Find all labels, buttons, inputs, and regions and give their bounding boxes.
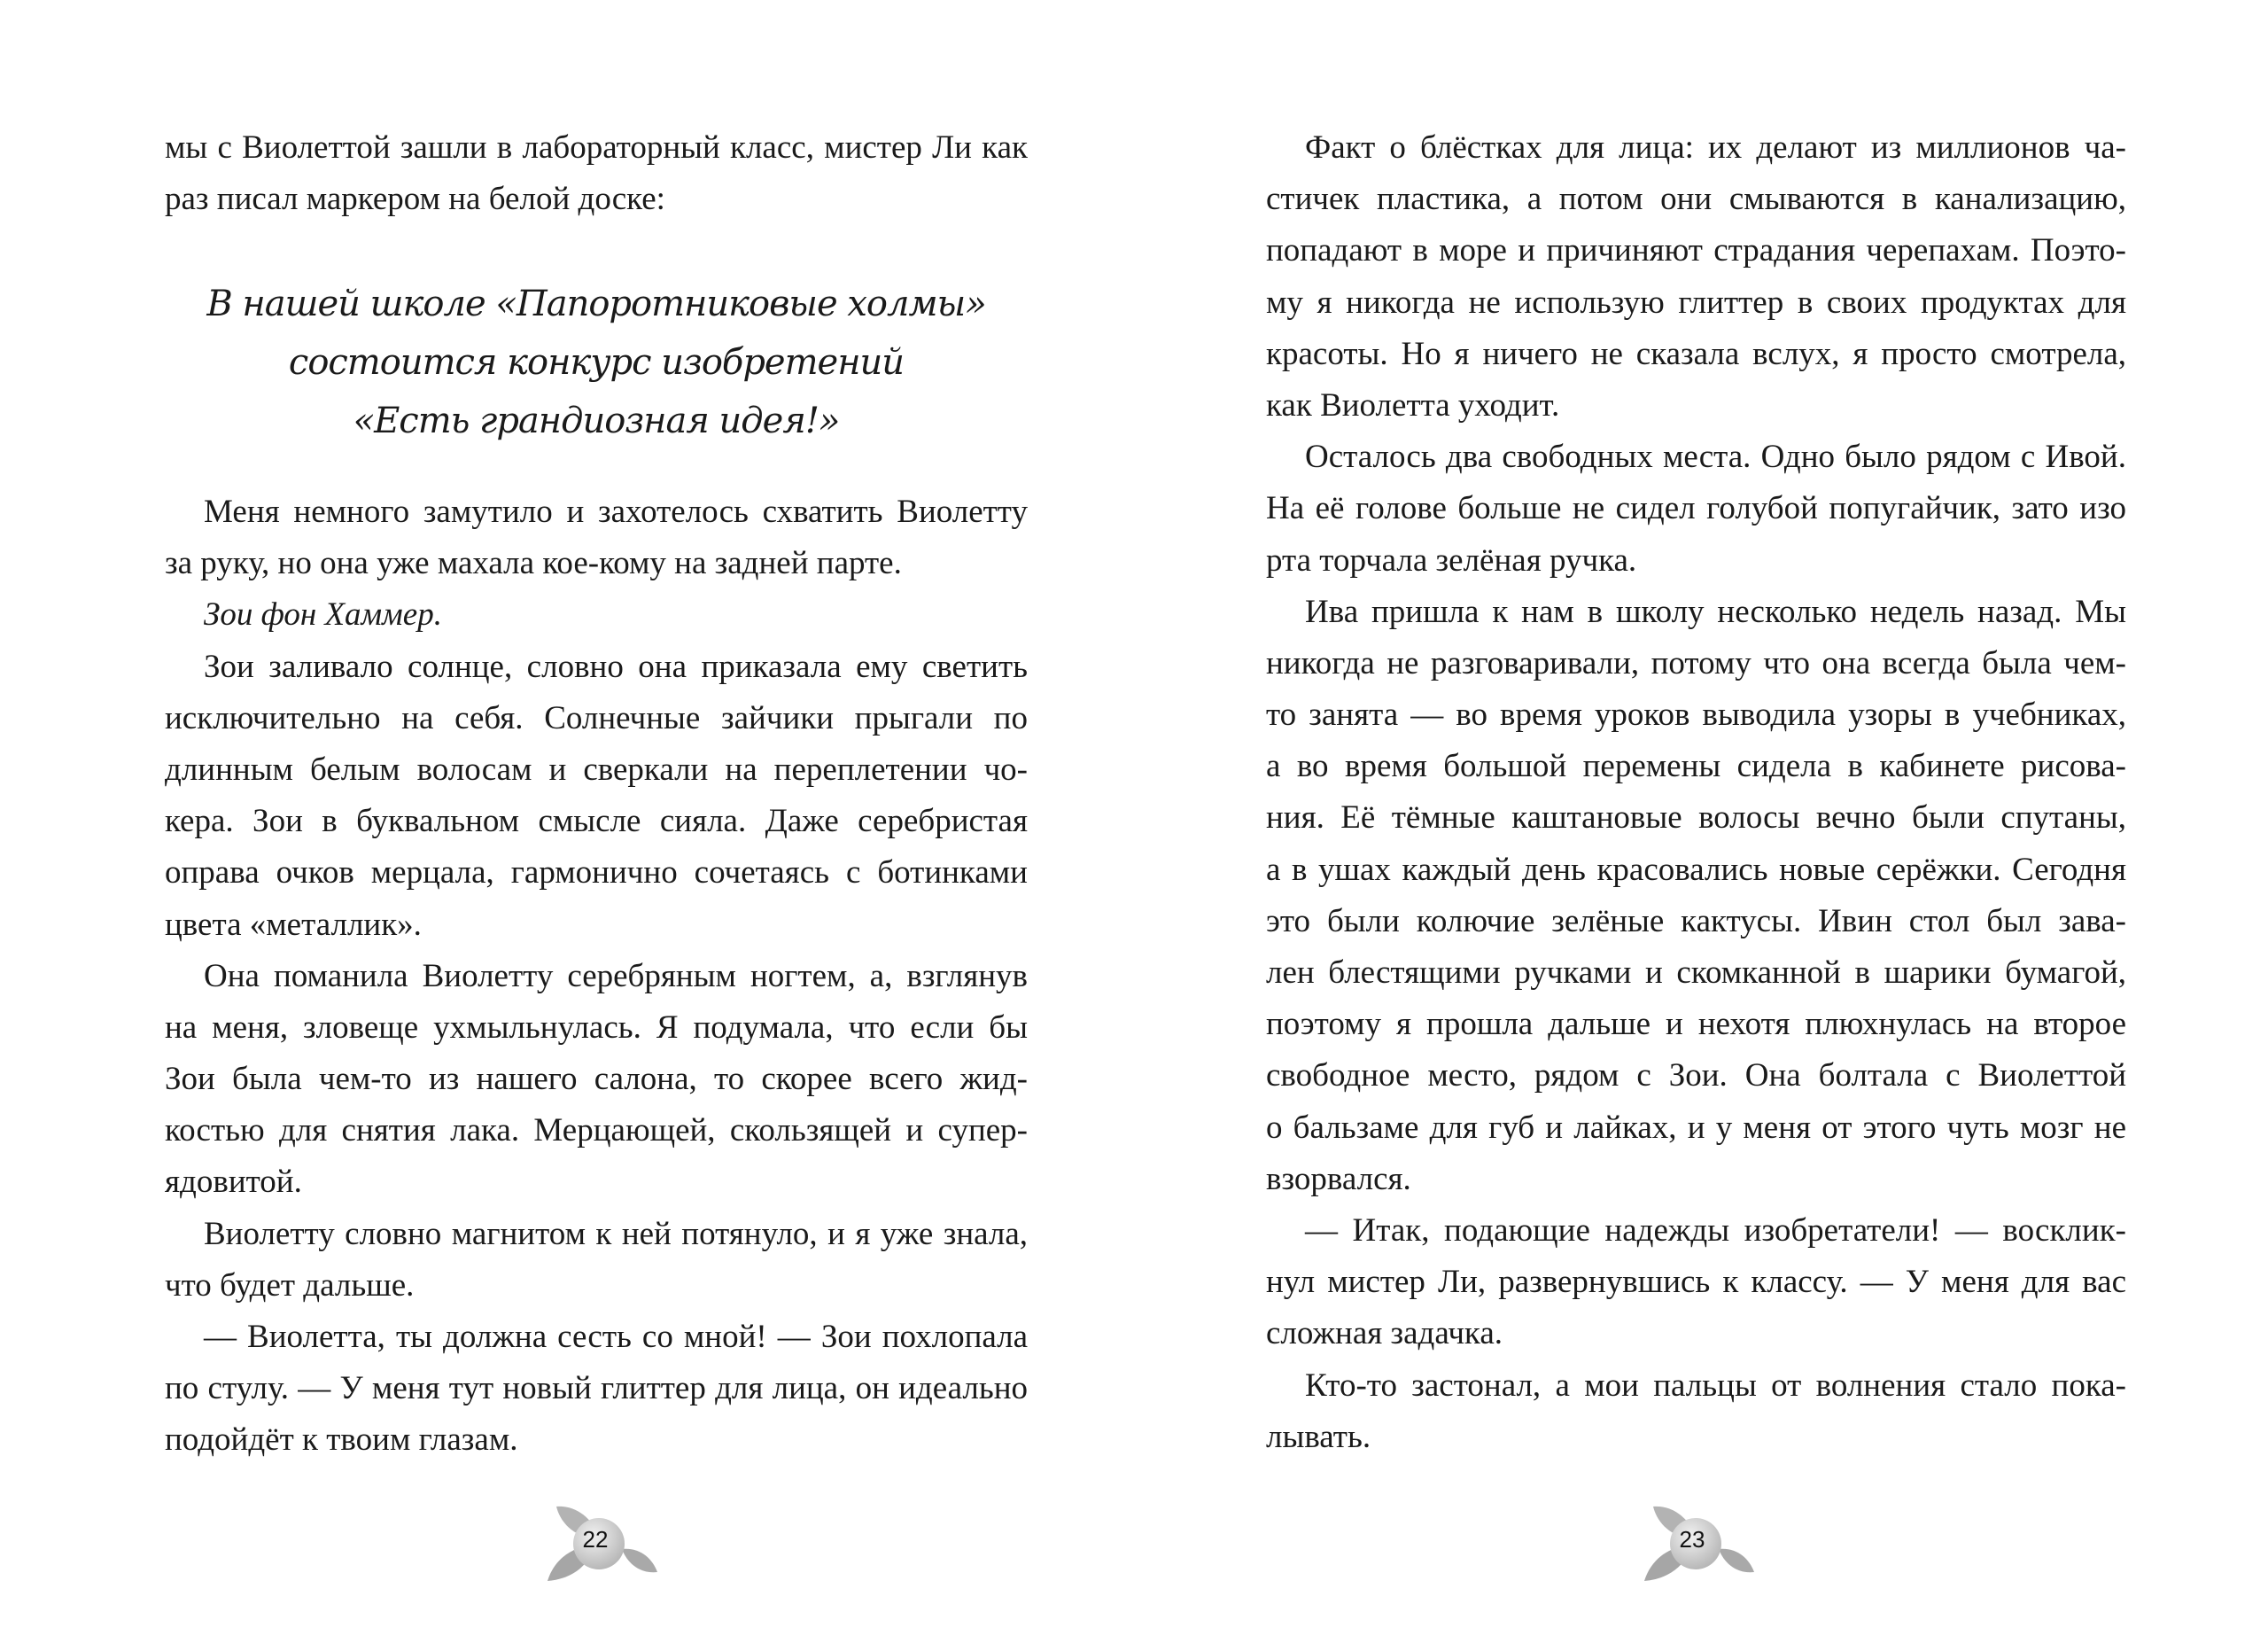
text-line: оправа очков мерцала, гармонично сочетаясь с ботинками — [165, 854, 1028, 892]
text-line: красоты. Но я ничего не сказала вслух, я просто смотрела, — [1266, 335, 2126, 372]
text-line: попадают в море и причиняют страдания черепахам. Поэто- — [1266, 232, 2126, 269]
text-line: на меня, зловеще ухмыльнулась. Я подумала, что если бы — [165, 1008, 1028, 1046]
text-line: Кто-то застонал, а мои пальцы от волнения стало пока- — [1305, 1367, 2126, 1404]
text-line: мы с Виолеттой зашли в лабораторный класс, мистер Ли как — [165, 129, 1028, 166]
board-line: состоится конкурс изобретений — [288, 342, 905, 383]
text-line: как Виолетта уходит. — [1266, 386, 1560, 424]
text-line: ядовитой. — [165, 1164, 302, 1201]
text-line: то занята — во время уроков выводила узоры в учебниках, — [1266, 697, 2126, 734]
text-line: Она поманила Виолетту серебряным ногтем, а, взглянув — [204, 957, 1028, 994]
text-line: исключительно на себя. Солнечные зайчики прыгали по — [165, 699, 1028, 736]
text-line: по стулу. — У меня тут новый глиттер для лица, он идеально — [165, 1370, 1028, 1407]
text-line: — Виолетта, ты должна сесть со мной! — Зои похлопала — [204, 1319, 1028, 1355]
text-line: стичек пластика, а потом они смываются в канализацию, — [1266, 181, 2126, 218]
text-line: костью для снятия лака. Мерцающей, скользящей и супер- — [165, 1112, 1028, 1149]
text-line: длинным белым волосам и сверкали на переплетении чо- — [165, 751, 1028, 788]
text-line: а в ушах каждый день красовались новые серёжки. Сегодня — [1266, 851, 2126, 888]
text-line: подойдёт к твоим глазам. — [165, 1421, 518, 1459]
text-line: раз писал маркером на белой доске: — [165, 181, 665, 218]
body-text — [1266, 122, 2126, 1463]
text-line: поэтому я прошла дальше и нехотя плюхнулась на второе — [1266, 1006, 2126, 1043]
text-line: за руку, но она уже махала кое-кому на задней парте. — [165, 545, 902, 582]
text-line: лен блестящими ручками и скомканной в шарики бумагой, — [1266, 954, 2126, 991]
text-line: Зои заливало солнце, словно она приказала ему светить — [204, 648, 1028, 685]
text-line: о бальзаме для губ и лайках, и у меня от этого чуть мозг не — [1266, 1109, 2126, 1146]
text-line: рта торчала зелёная ручка. — [1266, 541, 1637, 579]
text-line: му я никогда не использую глиттер в своих продуктах для — [1266, 284, 2126, 321]
intro-paragraph — [165, 122, 1028, 225]
text-line: сложная задачка. — [1266, 1315, 1503, 1352]
text-line: Ива пришла к нам в школу несколько недель назад. Мы — [1305, 593, 2126, 630]
text-line: что будет дальше. — [165, 1266, 415, 1304]
text-line: Зои фон Хаммер. — [204, 596, 442, 634]
text-line: нул мистер Ли, развернувшись к классу. — У меня для вас — [1266, 1264, 2126, 1301]
page-number: 22 — [582, 1526, 609, 1553]
text-line: кера. Зои в буквальном смысле сияла. Даже серебристая — [165, 803, 1028, 840]
text-line: взорвался. — [1266, 1160, 1411, 1197]
text-line: свободное место, рядом с Зои. Она болтала с Виолеттой — [1266, 1057, 2126, 1094]
text-line: а во время большой перемены сидела в кабинете рисова- — [1266, 748, 2126, 785]
text-line: Виолетту словно магнитом к ней потянуло, и я уже знала, — [204, 1215, 1028, 1252]
page-number: 23 — [1679, 1526, 1705, 1553]
text-line: цвета «металлик». — [165, 906, 422, 943]
text-line: На её голове больше не сидел голубой попугайчик, зато изо — [1266, 490, 2126, 527]
text-line: это были колючие зелёные кактусы. Ивин стол был зава- — [1266, 902, 2126, 939]
page-number-ornament — [1621, 1501, 1763, 1590]
text-line: ния. Её тёмные каштановые волосы вечно были спутаны, — [1266, 799, 2126, 837]
text-line: Факт о блёстках для лица: их делают из миллионов ча- — [1305, 129, 2126, 166]
text-line: лывать. — [1266, 1418, 1371, 1455]
board-line: В нашей школе «Папоротниковые холмы» — [206, 284, 986, 324]
body-text — [165, 487, 1028, 1467]
text-line: Осталось два свободных места. Одно было рядом с Ивой. — [1305, 439, 2126, 476]
text-line: — Итак, подающие надежды изобретатели! — восклик- — [1305, 1211, 2126, 1249]
whiteboard-text — [165, 275, 1028, 450]
text-line: Зои была чем-то из нашего салона, то скорее всего жид- — [165, 1061, 1028, 1098]
board-line: «Есть грандиозная идея!» — [353, 401, 840, 441]
text-line: никогда не разговаривали, потому что она всегда была чем- — [1266, 644, 2126, 681]
page-number-ornament — [524, 1501, 666, 1590]
right-page — [1134, 0, 2268, 1643]
text-line: Меня немного замутило и захотелось схватить Виолетту — [204, 494, 1028, 530]
